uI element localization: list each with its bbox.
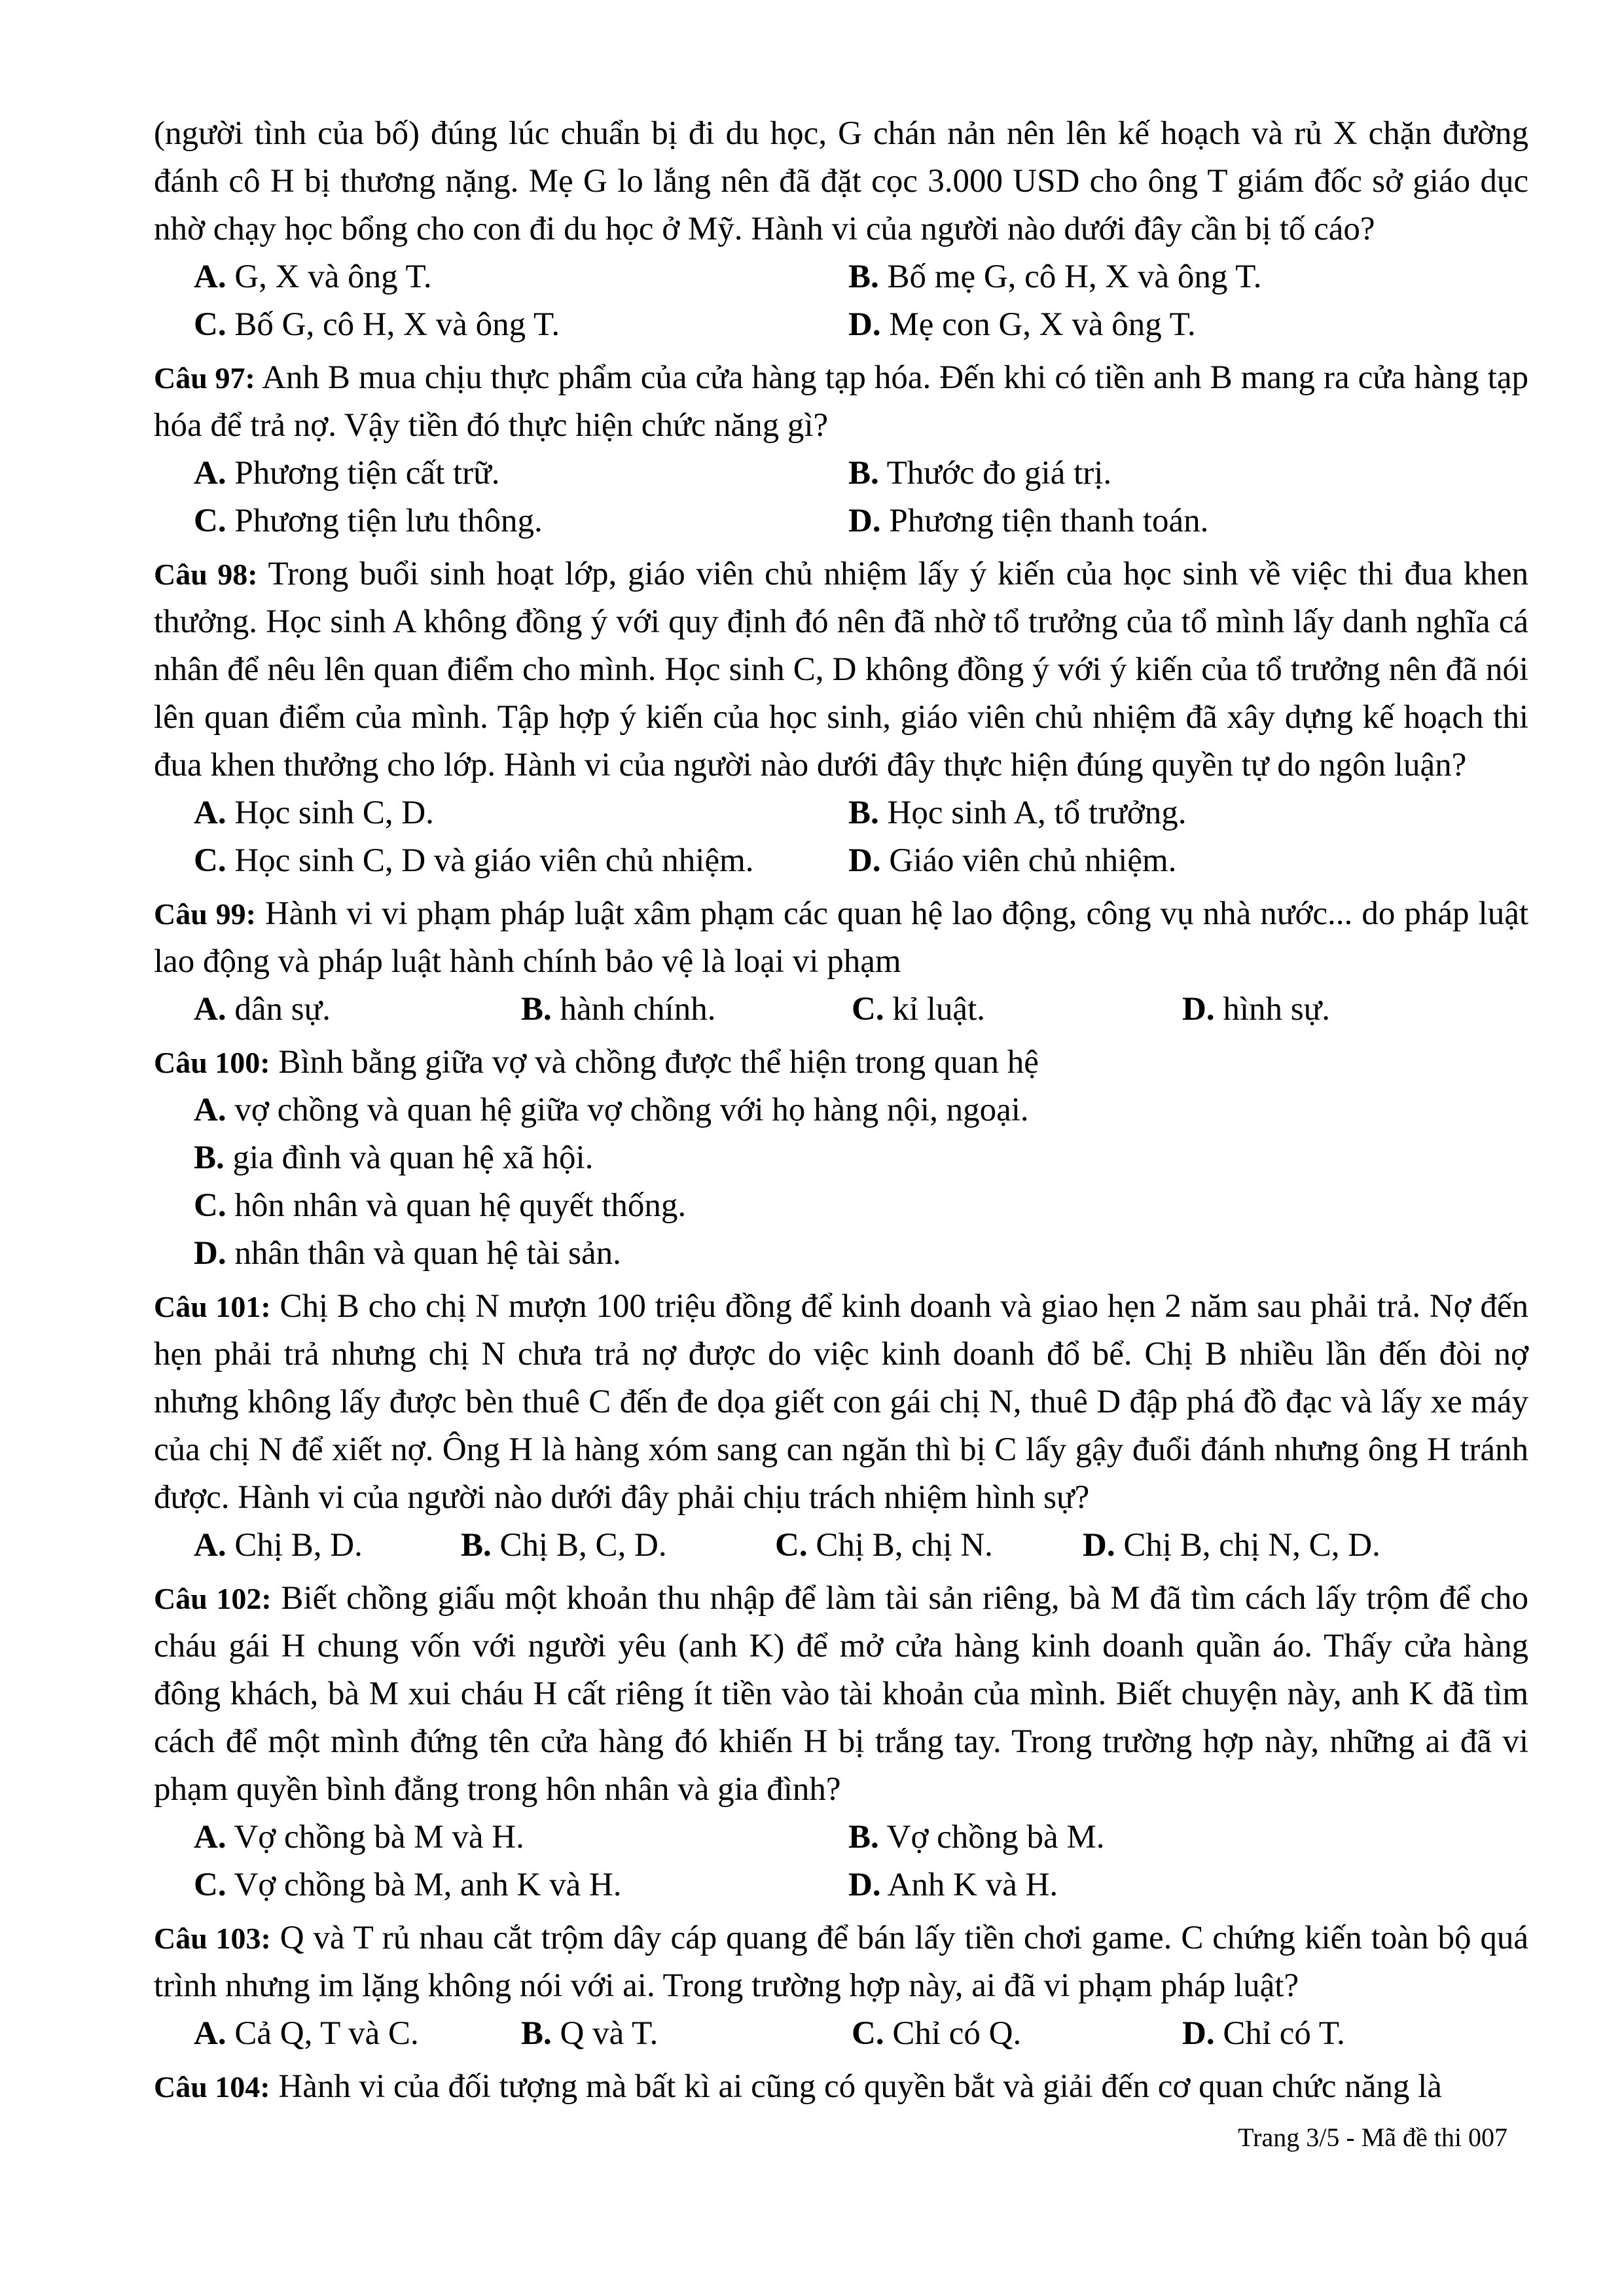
question-text: Câu 97: Anh B mua chịu thực phẩm của cửa hàng tạp hóa. Đến khi có tiền anh B mang ra cửa hàng tạp hóa để trả nợ. Vậy tiền đó thực hiện chức năng gì? [154,359,1528,444]
option-c: C. Vợ chồng bà M, anh K và H. [194,1867,622,1903]
option-c: C. Chỉ có Q. [852,2015,1022,2052]
option-b: B. hành chính. [521,991,716,1028]
option-b: B. Chị B, C, D. [461,1527,667,1564]
option-d: D. Giáo viên chủ nhiệm. [848,842,1177,879]
answer-options [154,1814,1528,1909]
option-b: B. Học sinh A, tổ trưởng. [848,795,1187,831]
question-label: Câu 98: [154,558,258,591]
option-d: D. Phương tiện thanh toán. [848,503,1209,539]
answer-options [154,450,1528,545]
option-a: A. Vợ chồng bà M và H. [194,1819,524,1856]
option-a: A. Phương tiện cất trữ. [194,455,500,492]
question-text: Câu 103: Q và T rủ nhau cắt trộm dây cáp quang để bán lấy tiền chơi game. C chứng kiến toàn bộ quá trình nhưng im lặng không nói với ai. Trong trường hợp này, ai đã vi phạm pháp luật? [154,1920,1529,2004]
question-104 [154,2063,1528,2111]
question-98 [154,550,1528,885]
option-a: A. G, X và ông T. [194,259,432,295]
option-d: D. Chị B, chị N, C, D. [1083,1527,1380,1564]
answer-options [154,1086,1528,1278]
question-101 [154,1283,1528,1570]
question-label: Câu 103: [154,1922,271,1955]
option-d: D. Mẹ con G, X và ông T. [848,306,1196,343]
question-text: Câu 102: Biết chồng giấu một khoản thu nhập để làm tài sản riêng, bà M đã tìm cách lấy trộm để cho cháu gái H chung vốn với người yêu (anh K) để mở cửa hàng kinh doanh quần áo. Thấy cửa hàng đông khách, bà M xui cháu H cất riêng ít tiền vào tài khoản của mình. Biết chuyện này, anh K đã tìm cách để một mình đứng tên cửa hàng đó khiến H bị trắng tay. Trong trường hợp này, những ai đã vi phạm quyền bình đẳng trong hôn nhân và gia đình? [154,1580,1529,1808]
option-a: A. Học sinh C, D. [194,795,434,831]
question-99 [154,890,1528,1033]
option-d: D. Anh K và H. [848,1867,1058,1903]
question-96-continued [154,110,1528,349]
option-b: B. Q và T. [521,2015,659,2052]
question-text: Câu 98: Trong buổi sinh hoạt lớp, giáo viên chủ nhiệm lấy ý kiến của học sinh về việc thi đua khen thưởng. Học sinh A không đồng ý với quy định đó nên đã nhờ tổ trưởng của tổ mình lấy danh nghĩa cá nhân để nêu lên quan điểm cho mình. Học sinh C, D không đồng ý với ý kiến của tổ trưởng nên đã nói lên quan điểm của mình. Tập hợp ý kiến của học sinh, giáo viên chủ nhiệm đã xây dựng kế hoạch thi đua khen thưởng cho lớp. Hành vi của người nào dưới đây thực hiện đúng quyền tự do ngôn luận? [154,556,1528,783]
question-103 [154,1914,1528,2058]
answer-options [154,789,1528,885]
question-label: Câu 104: [154,2070,270,2104]
option-c: C. Bố G, cô H, X và ông T. [194,306,560,343]
option-a: A. Chị B, D. [194,1527,363,1564]
question-102 [154,1575,1528,1909]
option-d: D. Chỉ có T. [1182,2015,1345,2052]
option-c: C. hôn nhân và quan hệ quyết thống. [194,1187,687,1224]
option-c: C. Chị B, chị N. [775,1527,993,1564]
question-97 [154,354,1528,545]
question-label: Câu 99: [154,897,256,931]
option-b: B. Thước đo giá trị. [848,455,1112,492]
question-label: Câu 100: [154,1046,270,1079]
option-c: C. kỉ luật. [852,991,985,1028]
option-a: A. vợ chồng và quan hệ giữa vợ chồng với họ hàng nội, ngoại. [194,1092,1029,1128]
page-footer: Trang 3/5 - Mã đề thi 007 [1238,2123,1507,2152]
option-d: D. nhân thân và quan hệ tài sản. [194,1235,621,1272]
question-text: Câu 104: Hành vi của đối tượng mà bất kì ai cũng có quyền bắt và giải đến cơ quan chức năng là [154,2068,1442,2105]
option-b: B. gia đình và quan hệ xã hội. [194,1139,594,1176]
exam-page [154,110,1528,2111]
question-text: Câu 100: Bình bằng giữa vợ và chồng được thể hiện trong quan hệ [154,1044,1039,1081]
question-label: Câu 97: [154,361,255,395]
answer-options [154,1522,1528,1570]
option-b: B. Vợ chồng bà M. [848,1819,1105,1856]
option-a: A. Cả Q, T và C. [194,2015,419,2052]
answer-options [154,253,1528,349]
question-label: Câu 101: [154,1290,271,1323]
option-d: D. hình sự. [1182,991,1331,1028]
question-label: Câu 102: [154,1582,272,1615]
question-text: (người tình của bố) đúng lúc chuẩn bị đi du học, G chán nản nên lên kế hoạch và rủ X chặn đường đánh cô H bị thương nặng. Mẹ G lo lắng nên đã đặt cọc 3.000 USD cho ông T giám đốc sở giáo dục nhờ chạy học bổng cho con đi du học ở Mỹ. Hành vi của người nào dưới đây cần bị tố cáo? [154,115,1528,247]
question-text: Câu 99: Hành vi vi phạm pháp luật xâm phạm các quan hệ lao động, công vụ nhà nước... do pháp luật lao động và pháp luật hành chính bảo vệ là loại vi phạm [154,895,1529,980]
question-text: Câu 101: Chị B cho chị N mượn 100 triệu đồng để kinh doanh và giao hẹn 2 năm sau phải trả. Nợ đến hẹn phải trả nhưng chị N chưa trả nợ được do việc kinh doanh đổ bể. Chị B nhiều lần đến đòi nợ nhưng không lấy được bèn thuê C đến đe dọa giết con gái chị N, thuê D đập phá đồ đạc và lấy xe máy của chị N để xiết nợ. Ông H là hàng xóm sang can ngăn thì bị C lấy gậy đuổi đánh nhưng ông H tránh được. Hành vi của người nào dưới đây phải chịu trách nhiệm hình sự? [154,1288,1529,1516]
option-b: B. Bố mẹ G, cô H, X và ông T. [848,259,1262,295]
option-a: A. dân sự. [194,991,331,1028]
question-100 [154,1039,1528,1278]
answer-options [154,986,1528,1033]
option-c: C. Phương tiện lưu thông. [194,503,543,539]
answer-options [154,2010,1528,2058]
option-c: C. Học sinh C, D và giáo viên chủ nhiệm. [194,842,754,879]
